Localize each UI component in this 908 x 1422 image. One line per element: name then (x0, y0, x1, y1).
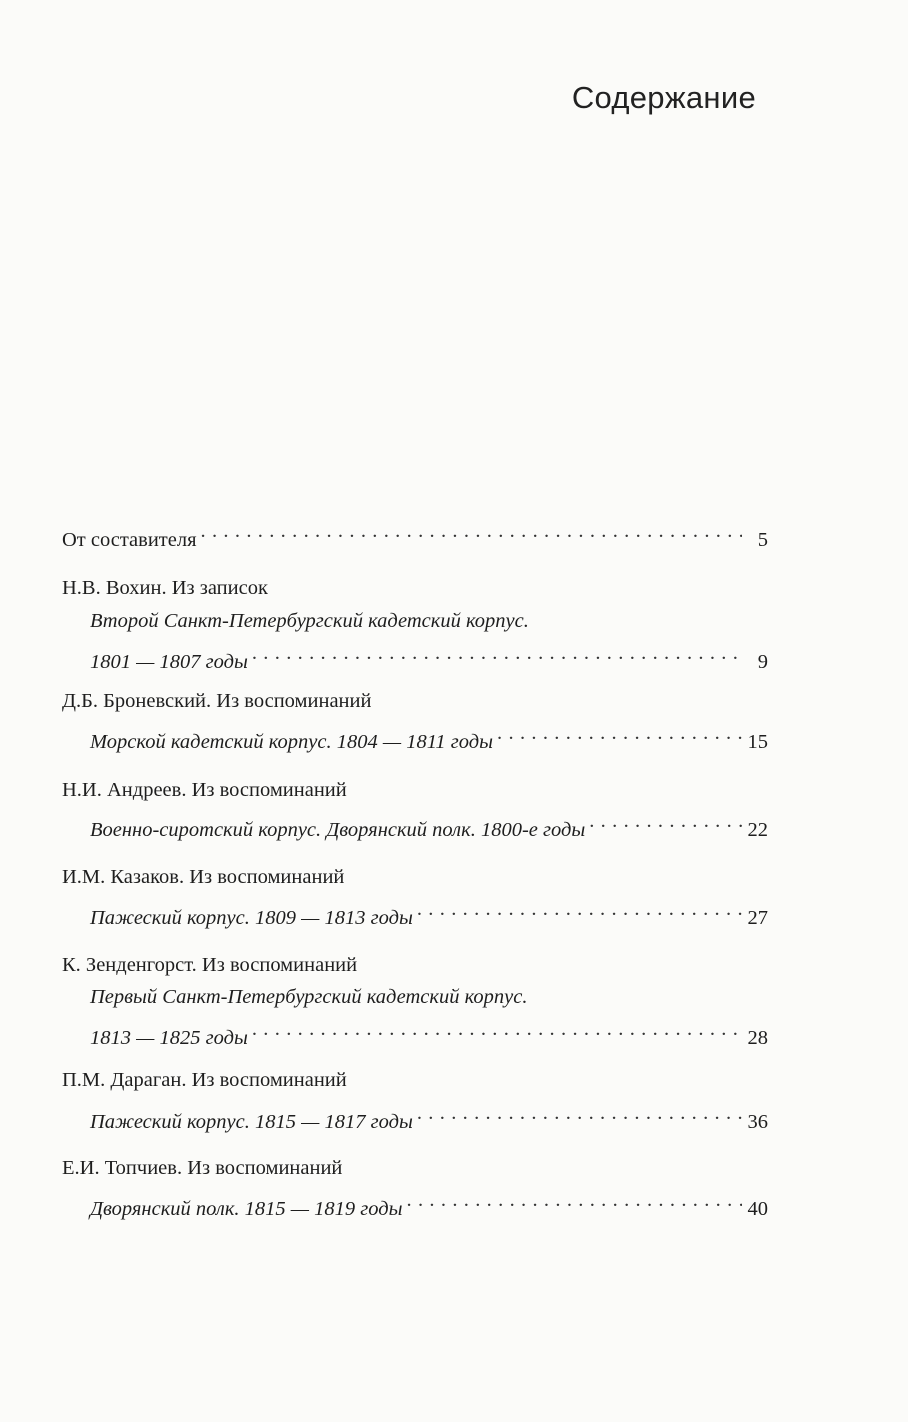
toc-leader-line (90, 894, 768, 929)
toc-entry-author: Д.Б. Броневский. Из воспоминаний (62, 690, 372, 712)
toc-entry-author: Е.И. Топчиев. Из воспоминаний (62, 1157, 343, 1179)
toc-leader-line (90, 638, 768, 673)
toc-entry-author: Н.И. Андреев. Из воспоминаний (62, 779, 347, 801)
toc-page-number: 15 (747, 731, 768, 753)
toc-entry-work: Военно-сиротский корпус. Дворянский полк. 1800-е годы (90, 819, 586, 841)
toc-leader-line (90, 1014, 768, 1049)
dot-leader (201, 516, 742, 546)
toc-page-number: 27 (747, 907, 768, 929)
toc-entry-work: Морской кадетский корпус. 1804 — 1811 годы (90, 731, 494, 753)
toc-leader-line (90, 1185, 768, 1220)
toc-page-number: 40 (747, 1198, 768, 1220)
toc-leader-line (90, 806, 768, 841)
dot-leader (589, 806, 742, 836)
toc-entry-work: Дворянский полк. 1815 — 1819 годы (90, 1198, 403, 1220)
toc-page-number: 9 (757, 651, 768, 673)
toc-leader-line (90, 718, 768, 753)
toc-entry-author: К. Зенденгорст. Из воспоминаний (62, 954, 358, 976)
toc-entry-work: Пажеский корпус. 1809 — 1813 годы (90, 907, 413, 929)
dot-leader (407, 1185, 742, 1215)
toc-entry-title: От составителя (62, 529, 197, 551)
toc-entry-work: 1813 — 1825 годы (90, 1027, 248, 1049)
toc-page-number: 22 (747, 819, 768, 841)
page-title: Содержание (571, 80, 756, 115)
toc-entry-work-line: Второй Санкт-Петербургский кадетский корпус. (90, 610, 529, 632)
toc-entry-work-line: Первый Санкт-Петербургский кадетский корпус. (90, 986, 528, 1008)
dot-leader (497, 718, 742, 748)
dot-leader (252, 638, 742, 668)
dot-leader (417, 1098, 742, 1128)
toc-leader-line (62, 516, 768, 551)
toc-entry-author: П.М. Дараган. Из воспоминаний (62, 1069, 347, 1091)
dot-leader (417, 894, 742, 924)
toc-entry-author: Н.В. Вохин. Из записок (62, 577, 268, 599)
toc-entry-author: И.М. Казаков. Из воспоминаний (62, 866, 345, 888)
toc-page-number: 5 (757, 529, 768, 551)
toc-entry-work: Пажеский корпус. 1815 — 1817 годы (90, 1111, 413, 1133)
toc-page-number: 28 (747, 1027, 768, 1049)
dot-leader (252, 1014, 742, 1044)
toc-entry-work: 1801 — 1807 годы (90, 651, 248, 673)
toc-page-number: 36 (747, 1111, 768, 1133)
toc-leader-line (90, 1098, 768, 1133)
